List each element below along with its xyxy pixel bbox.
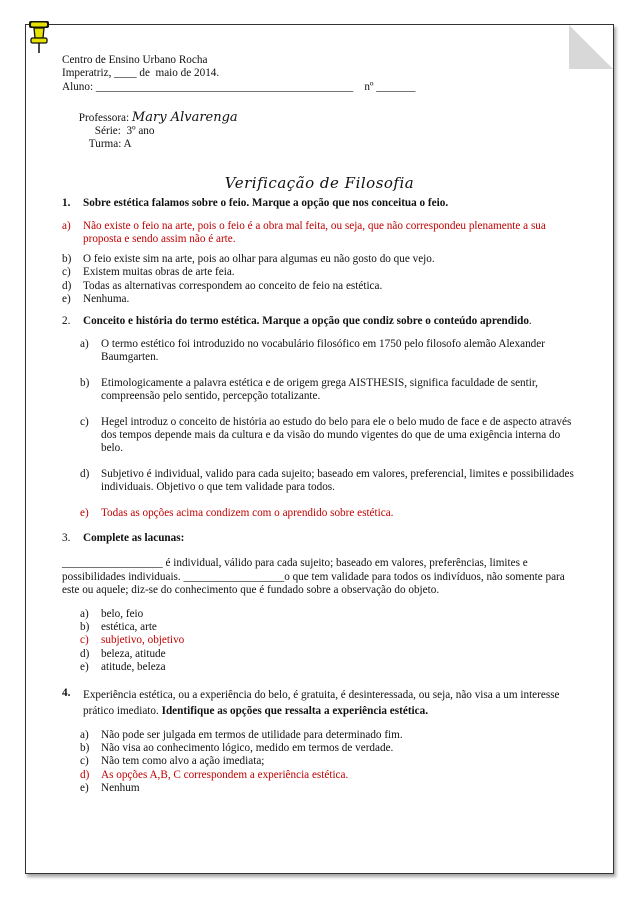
- header-block: [62, 54, 577, 165]
- option-text: Todas as alternativas correspondem ao conceito de feio na estética.: [83, 279, 383, 292]
- option-letter: b): [80, 621, 90, 633]
- question-1-options: [62, 220, 577, 306]
- option-text: Nenhum: [101, 782, 140, 795]
- class-label: Turma: A: [88, 138, 132, 151]
- school-name: Centro de Ensino Urbano Rocha: [62, 54, 208, 66]
- option-d[interactable]: [80, 648, 577, 661]
- option-text: belo, feio: [101, 607, 144, 620]
- option-a[interactable]: [62, 220, 577, 247]
- option-text: Não tem como alvo a ação imediata;: [101, 755, 265, 768]
- option-text: As opções A,B, C correspondem a experiência estética.: [101, 768, 349, 781]
- page-title: Verificação de Filosofia: [224, 174, 415, 193]
- option-letter: e): [62, 293, 71, 306]
- document-body: [62, 54, 577, 796]
- option-letter: b): [62, 252, 72, 265]
- option-letter: c): [62, 266, 71, 279]
- date-line: Imperatriz, ____ de maio de 2014.: [62, 67, 220, 80]
- option-letter: e): [80, 782, 89, 795]
- question-number: 4.: [62, 686, 71, 699]
- option-text: estética, arte: [101, 621, 157, 633]
- question-number: 3.: [62, 531, 71, 544]
- question-4-options: [62, 729, 577, 796]
- option-text: Nenhuma.: [83, 293, 130, 306]
- question-1-header: [62, 197, 577, 210]
- option-letter: a): [80, 607, 89, 620]
- question-2-header: [62, 315, 577, 328]
- option-b[interactable]: [80, 377, 577, 404]
- question-text: Complete as lacunas:: [83, 531, 185, 544]
- question-text-bold: Conceito e história do termo estética. Marque a opção que condiz sobre o conteúdo aprendido: [83, 314, 529, 327]
- option-letter: d): [80, 768, 90, 781]
- option-a[interactable]: [80, 729, 577, 742]
- option-letter: d): [80, 647, 90, 660]
- option-text: Não existe o feio na arte, pois o feio é a obra mal feita, ou seja, que não correspondeu plenamente a sua proposta e sendo assim não é arte.: [83, 220, 546, 246]
- option-letter: a): [62, 220, 71, 233]
- option-letter: d): [80, 467, 90, 480]
- option-text: O feio existe sim na arte, pois ao olhar para algumas eu não gosto do que vejo.: [83, 252, 435, 265]
- option-text: subjetivo, objetivo: [101, 634, 185, 647]
- question-text-bold: Identifique as opções que ressalta a experiência estética.: [161, 704, 429, 717]
- question-text-plain: Experiência estética, ou a experiência do belo, é gratuita, é desinteressada, ou seja, não visa a um interesse prático imediato.: [83, 688, 560, 717]
- question-1: [62, 197, 577, 307]
- question-3-header: [62, 532, 577, 545]
- option-e[interactable]: [80, 661, 577, 674]
- option-letter: b): [80, 742, 90, 755]
- option-a[interactable]: [80, 608, 577, 621]
- option-letter: c): [80, 634, 89, 647]
- option-text: atitude, beleza: [101, 661, 166, 674]
- question-3: [62, 532, 577, 675]
- teacher-name: Mary Alvarenga: [131, 109, 238, 125]
- series-label: Série: 3º ano: [94, 125, 155, 138]
- option-text: Não pode ser julgada em termos de utilidade para determinado fim.: [101, 728, 403, 741]
- option-c[interactable]: [80, 755, 577, 768]
- question-text: Sobre estética falamos sobre o feio. Marque a opção que nos conceitua o feio.: [83, 196, 449, 209]
- student-line: Aluno: ______________________________________________ nº _______: [62, 80, 416, 93]
- option-e[interactable]: [62, 293, 577, 306]
- option-text: beleza, atitude: [101, 647, 166, 660]
- option-text: O termo estético foi introduzido no vocabulário filosófico em 1750 pelo filosofo alemão Alexander Baumgarten.: [101, 337, 545, 364]
- pushpin-icon: [26, 20, 52, 54]
- option-letter: b): [80, 376, 90, 389]
- option-b[interactable]: [62, 253, 577, 266]
- question-number: 2.: [62, 314, 71, 327]
- option-text: Subjetivo é individual, valido para cada sujeito; baseado em valores, preferencial, limites e possibilidades individuais. Objetivo o que tem validade para todos.: [101, 467, 574, 494]
- question-4: [62, 687, 577, 796]
- option-d[interactable]: [80, 769, 577, 782]
- option-text: Hegel introduz o conceito de história ao estudo do belo para ele o belo mudo de face e de aspecto através dos tempos depende mais da cultura e da visão do mundo vigentes do que de uma exigência interna do belo.: [101, 415, 572, 455]
- fill-in-paragraph: __________________ é individual, válido para cada sujeito; baseado em valores, preferências, limites e possibilidades individuais. __________________o que tem validade para todos os indivíduos, não somente para este ou aquele; diz-se do conhecimento que é fundado sobre a observação do objeto.: [62, 557, 565, 597]
- option-a[interactable]: [80, 338, 577, 365]
- question-text: [83, 687, 577, 719]
- option-c[interactable]: [62, 266, 577, 279]
- question-2-options: [62, 338, 577, 520]
- option-letter: e): [80, 661, 89, 674]
- option-c[interactable]: [80, 416, 577, 456]
- option-text: Etimologicamente a palavra estética e de origem grega AISTHESIS, significa faculdade de sentir, compreensão pelo sentido, percepção totalizante.: [101, 376, 538, 403]
- option-text: Todas as opções acima condizem com o aprendido sobre estética.: [101, 506, 394, 519]
- option-letter: a): [80, 337, 89, 350]
- question-text: Conceito e história do termo estética. Marque a opção que condiz sobre o conteúdo aprendido.: [83, 314, 532, 327]
- question-number: 1.: [62, 196, 71, 209]
- question-4-header: [62, 687, 577, 719]
- option-letter: e): [80, 506, 89, 519]
- option-b[interactable]: [80, 621, 577, 634]
- question-2: [62, 315, 577, 520]
- option-text: Existem muitas obras de arte feia.: [83, 266, 235, 279]
- option-b[interactable]: [80, 742, 577, 755]
- teacher-label: Professora:: [78, 111, 132, 124]
- question-3-options: [62, 608, 577, 675]
- option-e[interactable]: [80, 507, 577, 520]
- teacher-line: [62, 97, 577, 165]
- option-text: Não visa ao conhecimento lógico, medido em termos de verdade.: [101, 742, 394, 755]
- option-letter: d): [62, 279, 72, 292]
- option-c[interactable]: [80, 634, 577, 647]
- option-e[interactable]: [80, 782, 577, 795]
- option-letter: a): [80, 728, 89, 741]
- option-d[interactable]: [62, 280, 577, 293]
- option-letter: c): [80, 755, 89, 768]
- option-d[interactable]: [80, 468, 577, 495]
- option-letter: c): [80, 415, 89, 428]
